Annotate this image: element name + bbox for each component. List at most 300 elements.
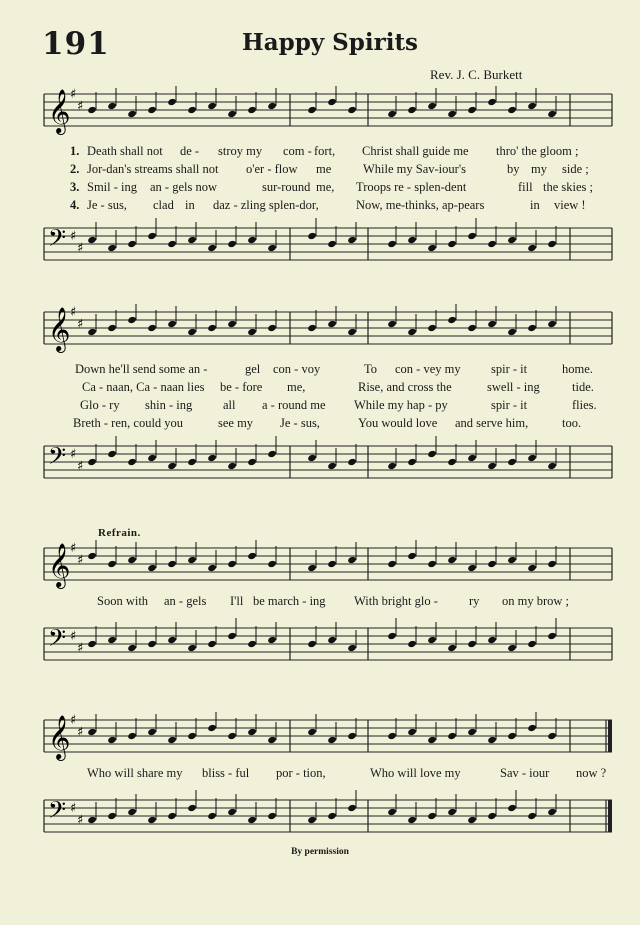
notehead [147,232,157,240]
lyric-segment: ry [469,594,480,608]
notehead [307,564,317,572]
notehead [467,816,477,824]
notehead [107,812,117,820]
notehead [207,812,217,820]
notehead [387,462,397,470]
lyric-segment: Rise, and cross the [358,380,452,394]
lyric-segment: com - [283,144,312,158]
notehead [307,324,317,332]
sharp-icon: ♯ [77,99,84,114]
notehead [267,102,277,110]
lyric-segment: fill [518,180,533,194]
notehead [167,736,177,744]
music-system-4 [40,712,615,829]
lyric-segment: me, [316,180,335,194]
lyric-segment: see my [218,416,254,430]
notehead [267,450,277,458]
notehead [307,106,317,114]
notehead [147,454,157,462]
hymn-title: Happy Spirits [241,29,419,56]
verse-number: 3. [70,180,80,194]
notehead [327,736,337,744]
bass-staff [40,616,615,676]
notehead [267,560,277,568]
notehead [347,804,357,812]
verse-2-lyrics [40,162,615,180]
sharp-icon: ♯ [77,317,84,332]
lyric-segment: Death shall not [87,144,163,158]
notehead [487,812,497,820]
notehead [207,564,217,572]
notehead [327,812,337,820]
notehead [107,736,117,744]
notehead [427,636,437,644]
notehead [307,816,317,824]
lyric-segment: con - vey my [395,362,461,376]
notehead [507,458,517,466]
sharp-icon: ♯ [70,713,77,728]
notehead [187,106,197,114]
notehead [527,324,537,332]
lyric-segment: Sav - iour [500,766,550,780]
sharp-icon: ♯ [70,87,77,102]
lyric-segment: the skies ; [543,180,593,194]
notehead [507,106,517,114]
notehead [407,328,417,336]
notehead [467,324,477,332]
notehead [307,454,317,462]
lyric-segment: spir - it [491,362,528,376]
sharp-icon: ♯ [77,553,84,568]
notehead [87,328,97,336]
notehead [207,324,217,332]
lyric-segment: con - voy [273,362,321,376]
notehead [347,458,357,466]
notehead [247,728,257,736]
sharp-icon: ♯ [70,629,77,644]
notehead [547,732,557,740]
notehead [227,110,237,118]
notehead [527,454,537,462]
lyric-segment: shin - ing [145,398,193,412]
notehead [267,636,277,644]
notehead [127,556,137,564]
notehead [167,462,177,470]
lyric-segment: Jor-dan's streams shall not [87,162,219,176]
lyric-segment: now ? [576,766,607,780]
notehead [547,110,557,118]
notehead [387,560,397,568]
notehead [507,644,517,652]
notehead [247,552,257,560]
refrain-lyrics-line-1 [40,594,615,612]
lyric-segment: an - gels now [150,180,217,194]
notehead [447,732,457,740]
sharp-icon: ♯ [70,541,77,556]
notehead [387,808,397,816]
notehead [447,240,457,248]
notehead [447,458,457,466]
notehead [547,320,557,328]
final-barline [608,800,612,832]
notehead [227,240,237,248]
notehead [507,236,517,244]
notehead [327,320,337,328]
notehead [467,728,477,736]
notehead [427,324,437,332]
notehead [427,736,437,744]
treble-staff [40,304,615,356]
notehead [407,236,417,244]
lyric-segment: thro' the gloom ; [496,144,579,158]
notehead [187,804,197,812]
treble-clef-icon: 𝄞 [48,715,71,759]
notehead [107,324,117,332]
notehead [347,556,357,564]
sharp-icon: ♯ [77,459,84,474]
notehead [527,812,537,820]
notehead [447,808,457,816]
notehead [127,240,137,248]
notehead [467,564,477,572]
lyric-segment: Troops re - splen-dent [356,180,467,194]
notehead [127,316,137,324]
notehead [247,236,257,244]
lyric-segment: an - gels [164,594,207,608]
verse-4-lyrics [40,416,615,434]
notehead [267,324,277,332]
lyric-segment: Down he'll send some an - [75,362,208,376]
notehead [167,320,177,328]
lyric-segment: a - round me [262,398,326,412]
treble-staff [40,86,615,138]
notehead [387,732,397,740]
verse-number: 2. [70,162,80,176]
lyric-segment: stroy my [218,144,263,158]
notehead [507,804,517,812]
notehead [247,640,257,648]
notehead [447,316,457,324]
lyric-segment: Soon with [97,594,149,608]
lyric-segment: Who will love my [370,766,461,780]
notehead [487,636,497,644]
notehead [407,106,417,114]
notehead [387,110,397,118]
notehead [527,724,537,732]
lyric-segment: me [316,162,332,176]
sharp-icon: ♯ [70,447,77,462]
notehead [147,564,157,572]
notehead [227,560,237,568]
notehead [487,462,497,470]
lyric-segment: fort, [314,144,336,158]
notehead [387,240,397,248]
notehead [167,636,177,644]
refrain-lyrics-line-2 [40,766,615,784]
lyric-segment: Now, me-thinks, ap-pears [356,198,485,212]
sharp-icon: ♯ [77,641,84,656]
music-system-3 [40,540,615,657]
notehead [547,560,557,568]
notehead [147,640,157,648]
bass-clef-icon: 𝄢 [48,796,67,829]
notehead [407,728,417,736]
notehead [327,462,337,470]
music-system-2 [40,304,615,475]
notehead [207,244,217,252]
notehead [267,244,277,252]
notehead [487,320,497,328]
notehead [327,240,337,248]
notehead [527,102,537,110]
notehead [327,636,337,644]
notehead [347,644,357,652]
notehead [107,636,117,644]
sharp-icon: ♯ [77,813,84,828]
verse-number: 1. [70,144,80,158]
notehead [547,240,557,248]
notehead [147,728,157,736]
lyric-segment: side ; [562,162,589,176]
treble-clef-icon: 𝄞 [48,307,71,351]
lyric-segment: on my brow ; [502,594,570,608]
notehead [347,732,357,740]
lyric-segment: While my hap - py [354,398,448,412]
notehead [427,450,437,458]
notehead [487,560,497,568]
lyric-segment: swell - ing [487,380,540,394]
notehead [247,328,257,336]
lyric-segment: bliss - ful [202,766,250,780]
notehead [147,106,157,114]
notehead [467,640,477,648]
music-system-1 [40,86,615,257]
bass-clef-icon: 𝄢 [48,442,67,475]
verse-number: 4. [70,198,80,212]
lyric-segment: Ca - naan, Ca - naan lies [82,380,205,394]
lyric-segment: Je - sus, [87,198,127,212]
notehead [207,102,217,110]
notehead [167,812,177,820]
notehead [247,816,257,824]
notehead [267,812,277,820]
lyric-segment: and serve him, [455,416,529,430]
bass-staff [40,434,615,494]
sharp-icon: ♯ [70,229,77,244]
lyric-segment: sur-round [262,180,311,194]
permission-note: By permission [291,847,349,857]
notehead [407,640,417,648]
verse-3-lyrics [40,180,615,198]
notehead [347,106,357,114]
notehead [327,98,337,106]
bass-clef-icon: 𝄢 [48,624,67,657]
lyric-segment: o'er - flow [246,162,298,176]
bass-staff [40,216,615,276]
notehead [387,632,397,640]
notehead [467,106,477,114]
lyric-segment: I'll [230,594,244,608]
notehead [207,454,217,462]
notehead [187,644,197,652]
notehead [487,736,497,744]
notehead [147,816,157,824]
notehead [227,632,237,640]
lyric-segment: You would love [358,416,438,430]
composer-credit: Rev. J. C. Burkett [430,67,523,82]
notehead [127,732,137,740]
verse-3-lyrics [40,398,615,416]
lyric-segment: Glo - ry [80,398,120,412]
notehead [547,462,557,470]
lyric-segment: Je - sus, [280,416,320,430]
lyric-segment: Smil - ing [87,180,138,194]
notehead [347,236,357,244]
notehead [387,320,397,328]
notehead [527,564,537,572]
lyric-segment: Who will share my [87,766,183,780]
notehead [407,552,417,560]
notehead [207,724,217,732]
notehead [207,640,217,648]
notehead [107,560,117,568]
bass-clef-icon: 𝄢 [48,224,67,257]
lyric-segment: be - fore [220,380,263,394]
refrain-label: Refrain. [98,527,141,539]
notehead [87,728,97,736]
notehead [107,102,117,110]
notehead [87,236,97,244]
notehead [127,458,137,466]
lyric-segment: clad [153,198,174,212]
lyric-segment: tide. [572,380,594,394]
notehead [187,236,197,244]
notehead [127,110,137,118]
notehead [427,244,437,252]
treble-staff [40,712,615,764]
notehead [187,556,197,564]
notehead [87,458,97,466]
notehead [187,732,197,740]
notehead [527,640,537,648]
lyric-segment: me, [287,380,306,394]
lyric-segment: by [507,162,520,176]
notehead [507,328,517,336]
notehead [347,328,357,336]
notehead [187,328,197,336]
sharp-icon: ♯ [70,305,77,320]
lyric-segment: all [223,398,236,412]
lyric-segment: To [364,362,378,376]
lyric-segment: por - tion, [276,766,326,780]
hymn-number: 191 [42,26,110,62]
lyric-segment: too. [562,416,582,430]
lyric-segment: Breth - ren, could you [73,416,184,430]
notehead [87,106,97,114]
notehead [307,640,317,648]
notehead [547,808,557,816]
notehead [187,458,197,466]
notehead [227,462,237,470]
lyric-segment: my [531,162,547,176]
notehead [507,732,517,740]
notehead [447,556,457,564]
notehead [227,320,237,328]
lyric-segment: in [185,198,195,212]
notehead [247,106,257,114]
notehead [167,560,177,568]
notehead [487,98,497,106]
lyric-segment: home. [562,362,593,376]
notehead [307,232,317,240]
notehead [267,736,277,744]
treble-clef-icon: 𝄞 [48,543,71,587]
notehead [547,632,557,640]
lyric-segment: spir - it [491,398,528,412]
lyric-segment: in [530,198,540,212]
sharp-icon: ♯ [77,241,84,256]
notehead [247,458,257,466]
notehead [147,324,157,332]
lyric-segment: gel [245,362,261,376]
notehead [227,808,237,816]
notehead [127,644,137,652]
notehead [407,458,417,466]
lyric-segment: daz - zling splen-dor, [213,198,319,212]
verse-4-lyrics [40,198,615,216]
notehead [87,816,97,824]
notehead [307,728,317,736]
notehead [107,450,117,458]
lyric-segment: With bright glo - [354,594,438,608]
notehead [507,556,517,564]
treble-clef-icon: 𝄞 [48,89,71,133]
notehead [87,640,97,648]
notehead [447,110,457,118]
verse-1-lyrics [40,362,615,380]
lyric-segment: While my Sav-iour's [363,162,466,176]
notehead [127,808,137,816]
notehead [487,240,497,248]
notehead [427,560,437,568]
notehead [467,232,477,240]
sharp-icon: ♯ [70,801,77,816]
notehead [407,816,417,824]
lyric-segment: view ! [554,198,586,212]
notehead [427,102,437,110]
sharp-icon: ♯ [77,725,84,740]
verse-1-lyrics [40,144,615,162]
notehead [167,98,177,106]
verse-2-lyrics [40,380,615,398]
notehead [467,454,477,462]
final-barline [608,720,612,752]
lyric-segment: flies. [572,398,597,412]
notehead [447,644,457,652]
lyric-segment: de - [180,144,200,158]
lyric-segment: Christ shall guide me [362,144,469,158]
notehead [107,244,117,252]
notehead [427,812,437,820]
bass-staff [40,788,615,848]
notehead [167,240,177,248]
notehead [327,560,337,568]
notehead [227,732,237,740]
notehead [527,244,537,252]
notehead [87,552,97,560]
treble-staff [40,540,615,592]
lyric-segment: be march - ing [253,594,326,608]
